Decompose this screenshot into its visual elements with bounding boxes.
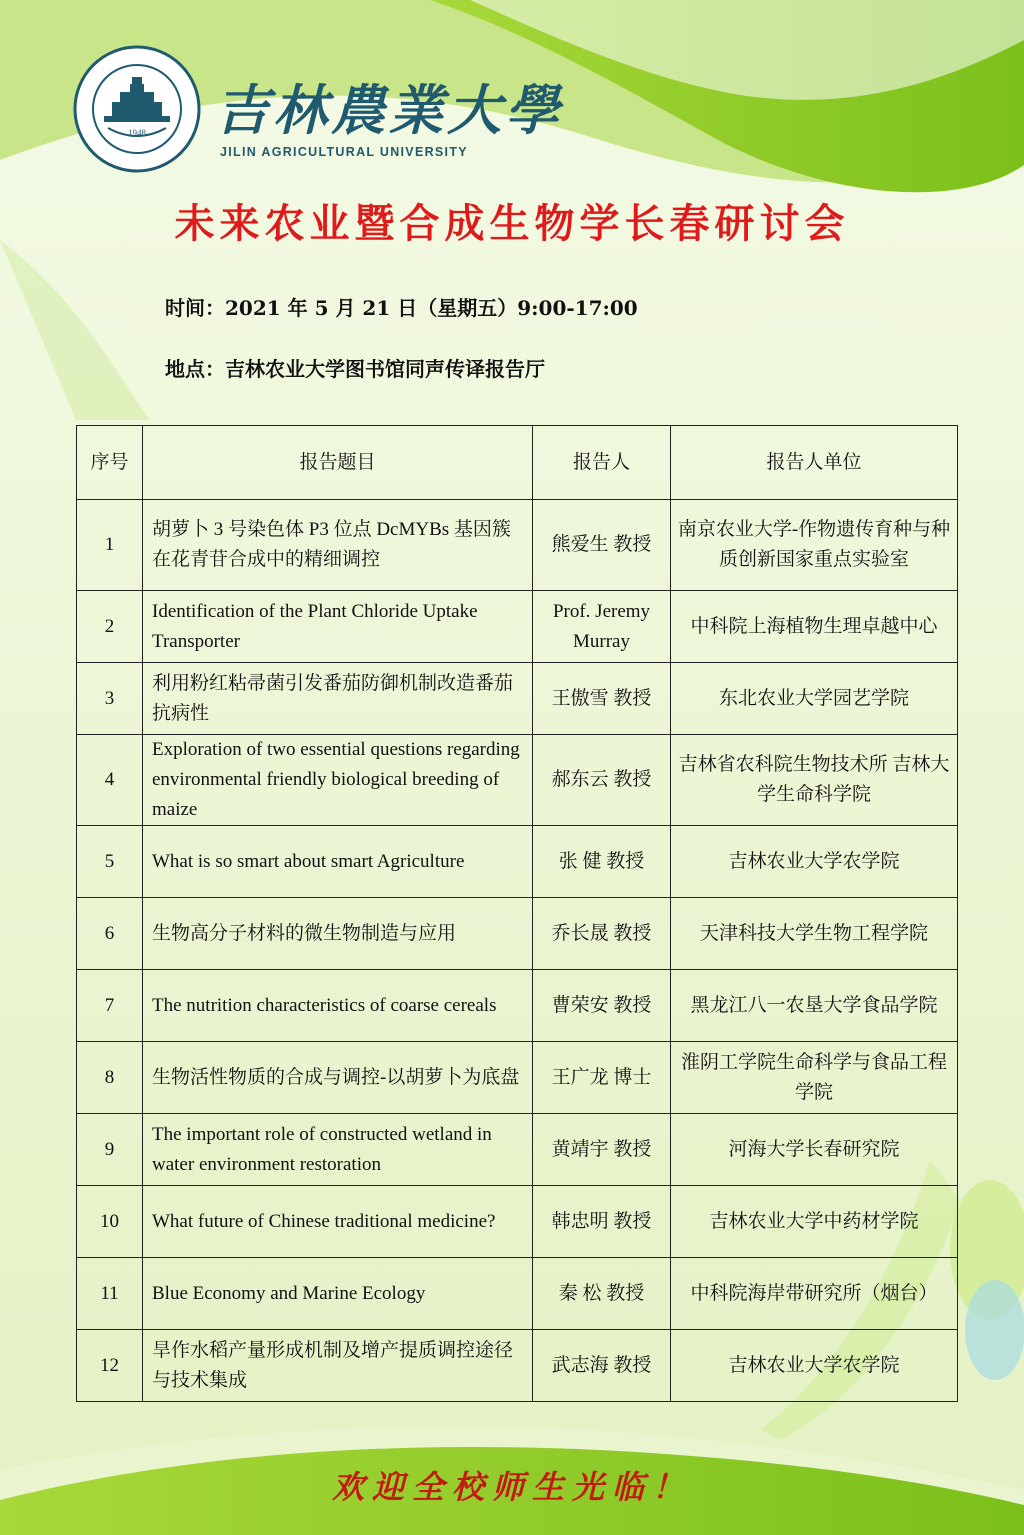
row-number: 3: [77, 663, 143, 735]
row-number: 6: [77, 898, 143, 970]
row-number: 9: [77, 1114, 143, 1186]
affiliation: 天津科技大学生物工程学院: [671, 898, 958, 970]
affiliation: 黑龙江八一农垦大学食品学院: [671, 970, 958, 1042]
report-title: 生物活性物质的合成与调控-以胡萝卜为底盘: [143, 1042, 533, 1114]
table-row: [77, 898, 958, 970]
affiliation: 吉林农业大学中药材学院: [671, 1186, 958, 1258]
report-title: The nutrition characteristics of coarse cereals: [143, 970, 533, 1042]
speaker: 黄靖宇 教授: [533, 1114, 671, 1186]
affiliation: 淮阴工学院生命科学与食品工程学院: [671, 1042, 958, 1114]
speaker: 熊爱生 教授: [533, 500, 671, 591]
table-row: [77, 1258, 958, 1330]
report-title: What future of Chinese traditional medicine?: [143, 1186, 533, 1258]
affiliation: 吉林农业大学农学院: [671, 1330, 958, 1402]
schedule-table: [76, 425, 958, 1402]
table-row: [77, 1186, 958, 1258]
row-number: 1: [77, 500, 143, 591]
row-number: 7: [77, 970, 143, 1042]
university-seal-logo: [72, 44, 202, 174]
header-title: 报告题目: [143, 426, 533, 500]
row-number: 12: [77, 1330, 143, 1402]
table-row: [77, 970, 958, 1042]
report-title: What is so smart about smart Agriculture: [143, 826, 533, 898]
header-number: 序号: [77, 426, 143, 500]
speaker: 武志海 教授: [533, 1330, 671, 1402]
speaker: Prof. Jeremy Murray: [533, 591, 671, 663]
affiliation: 南京农业大学-作物遗传育种与种质创新国家重点实验室: [671, 500, 958, 591]
header-affiliation: 报告人单位: [671, 426, 958, 500]
row-number: 11: [77, 1258, 143, 1330]
table-row: [77, 1114, 958, 1186]
event-title: 未来农业暨合成生物学长春研讨会: [174, 200, 850, 247]
speaker: 郝东云 教授: [533, 735, 671, 826]
report-title: Exploration of two essential questions regarding environmental friendly biological breeding of maize: [143, 735, 533, 826]
table-header-row: [77, 426, 958, 500]
row-number: 8: [77, 1042, 143, 1114]
table-row: [77, 826, 958, 898]
table-row: [77, 1042, 958, 1114]
row-number: 10: [77, 1186, 143, 1258]
report-title: 旱作水稻产量形成机制及增产提质调控途径与技术集成: [143, 1330, 533, 1402]
table-row: [77, 500, 958, 591]
affiliation: 东北农业大学园艺学院: [671, 663, 958, 735]
row-number: 2: [77, 591, 143, 663]
speaker: 曹荣安 教授: [533, 970, 671, 1042]
table-row: [77, 1330, 958, 1402]
welcome-message: 欢迎全校师生光临！: [331, 1468, 692, 1506]
row-number: 5: [77, 826, 143, 898]
speaker: 王傲雪 教授: [533, 663, 671, 735]
header-speaker: 报告人: [533, 426, 671, 500]
table-row: [77, 735, 958, 826]
affiliation: 吉林农业大学农学院: [671, 826, 958, 898]
table-row: [77, 591, 958, 663]
affiliation: 吉林省农科院生物技术所 吉林大学生命科学院: [671, 735, 958, 826]
university-name-chinese: 吉林農業大學: [215, 78, 563, 142]
report-title: 胡萝卜 3 号染色体 P3 位点 DcMYBs 基因簇在花青苷合成中的精细调控: [143, 500, 533, 591]
report-title: The important role of constructed wetland in water environment restoration: [143, 1114, 533, 1186]
speaker: 王广龙 博士: [533, 1042, 671, 1114]
table-row: [77, 663, 958, 735]
affiliation: 中科院海岸带研究所（烟台）: [671, 1258, 958, 1330]
report-title: 生物高分子材料的微生物制造与应用: [143, 898, 533, 970]
university-name-english: JILIN AGRICULTURAL UNIVERSITY: [220, 145, 468, 159]
affiliation: 河海大学长春研究院: [671, 1114, 958, 1186]
affiliation: 中科院上海植物生理卓越中心: [671, 591, 958, 663]
svg-text:1948: 1948: [128, 128, 146, 138]
event-time: 时间：2021 年 5 月 21 日（星期五）9:00-17:00: [165, 296, 638, 320]
event-venue: 地点：吉林农业大学图书馆同声传译报告厅: [165, 357, 545, 381]
row-number: 4: [77, 735, 143, 826]
speaker: 张 健 教授: [533, 826, 671, 898]
speaker: 韩忠明 教授: [533, 1186, 671, 1258]
report-title: 利用粉红粘帚菌引发番茄防御机制改造番茄抗病性: [143, 663, 533, 735]
report-title: Identification of the Plant Chloride Uptake Transporter: [143, 591, 533, 663]
report-title: Blue Economy and Marine Ecology: [143, 1258, 533, 1330]
speaker: 乔长晟 教授: [533, 898, 671, 970]
speaker: 秦 松 教授: [533, 1258, 671, 1330]
